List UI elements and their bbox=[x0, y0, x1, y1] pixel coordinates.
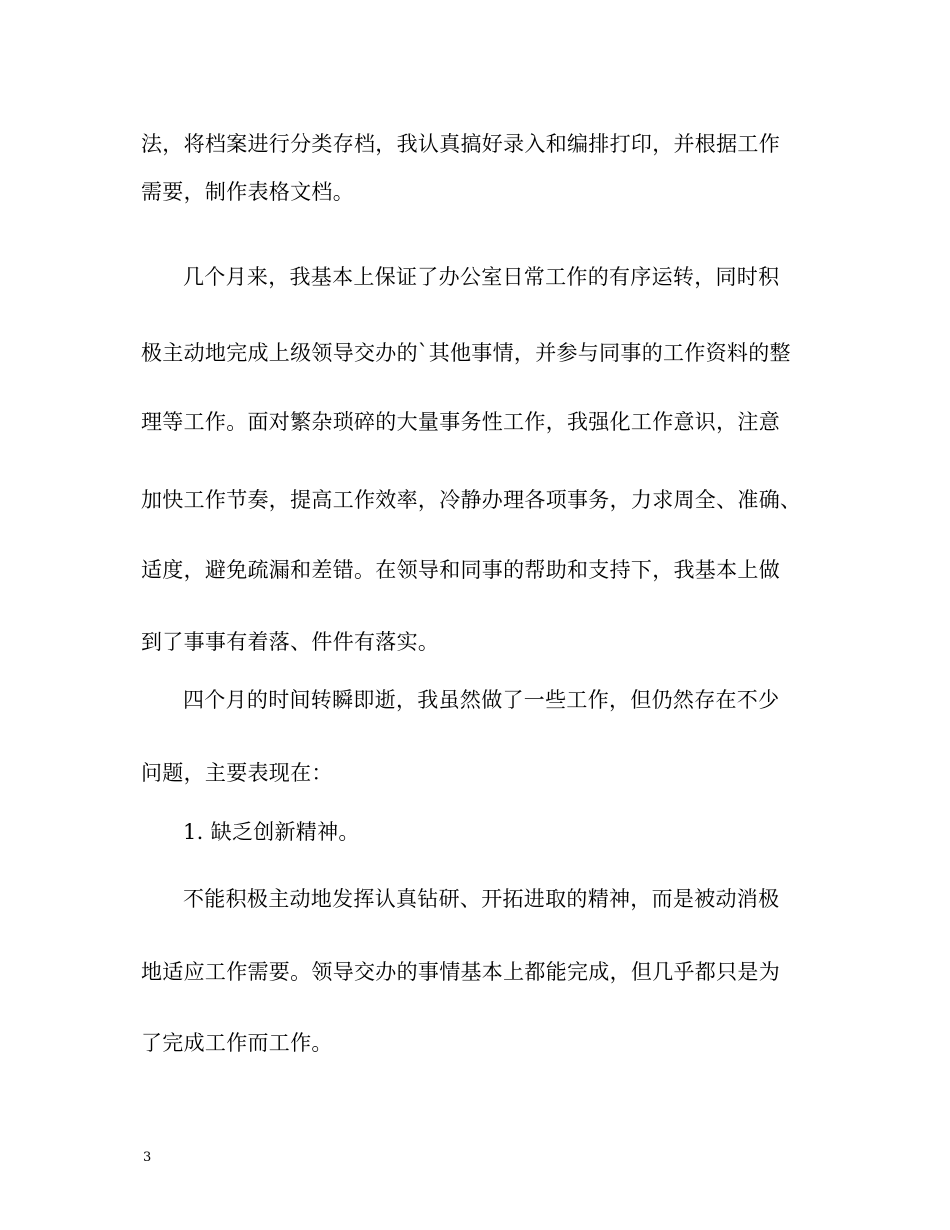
paragraph-4-line-2: 地适应工作需要。领导交办的事情基本上都能完成，但几乎都只是为 bbox=[141, 960, 780, 984]
paragraph-2-line-6: 到了事事有着落、件件有落实。 bbox=[141, 630, 440, 654]
numbered-heading: 1. 缺乏创新精神。 bbox=[183, 820, 360, 844]
paragraph-2-line-1: 几个月来，我基本上保证了办公室日常工作的有序运转，同时积 bbox=[183, 265, 780, 289]
paragraph-4-line-1: 不能积极主动地发挥认真钻研、开拓进取的精神，而是被动消极 bbox=[183, 887, 780, 911]
text-line-2: 需要，制作表格文档。 bbox=[141, 180, 354, 204]
paragraph-2-line-5: 适度，避免疏漏和差错。在领导和同事的帮助和支持下，我基本上做 bbox=[141, 558, 780, 582]
page-number: 3 bbox=[143, 1150, 152, 1165]
paragraph-2-line-3: 理等工作。面对繁杂琐碎的大量事务性工作，我强化工作意识，注意 bbox=[141, 410, 780, 434]
text-line-1: 法，将档案进行分类存档，我认真搞好录入和编排打印，并根据工作 bbox=[141, 132, 780, 156]
paragraph-2-line-2: 极主动地完成上级领导交办的`其他事情，并参与同事的工作资料的整 bbox=[141, 341, 791, 365]
paragraph-3-line-2: 问题，主要表现在： bbox=[141, 761, 333, 785]
paragraph-3-line-1: 四个月的时间转瞬即逝，我虽然做了一些工作，但仍然存在不少 bbox=[183, 688, 780, 712]
paragraph-2-line-4: 加快工作节奏，提高工作效率，冷静办理各项事务，力求周全、准确、 bbox=[141, 488, 802, 512]
paragraph-4-line-3: 了完成工作而工作。 bbox=[141, 1031, 333, 1055]
